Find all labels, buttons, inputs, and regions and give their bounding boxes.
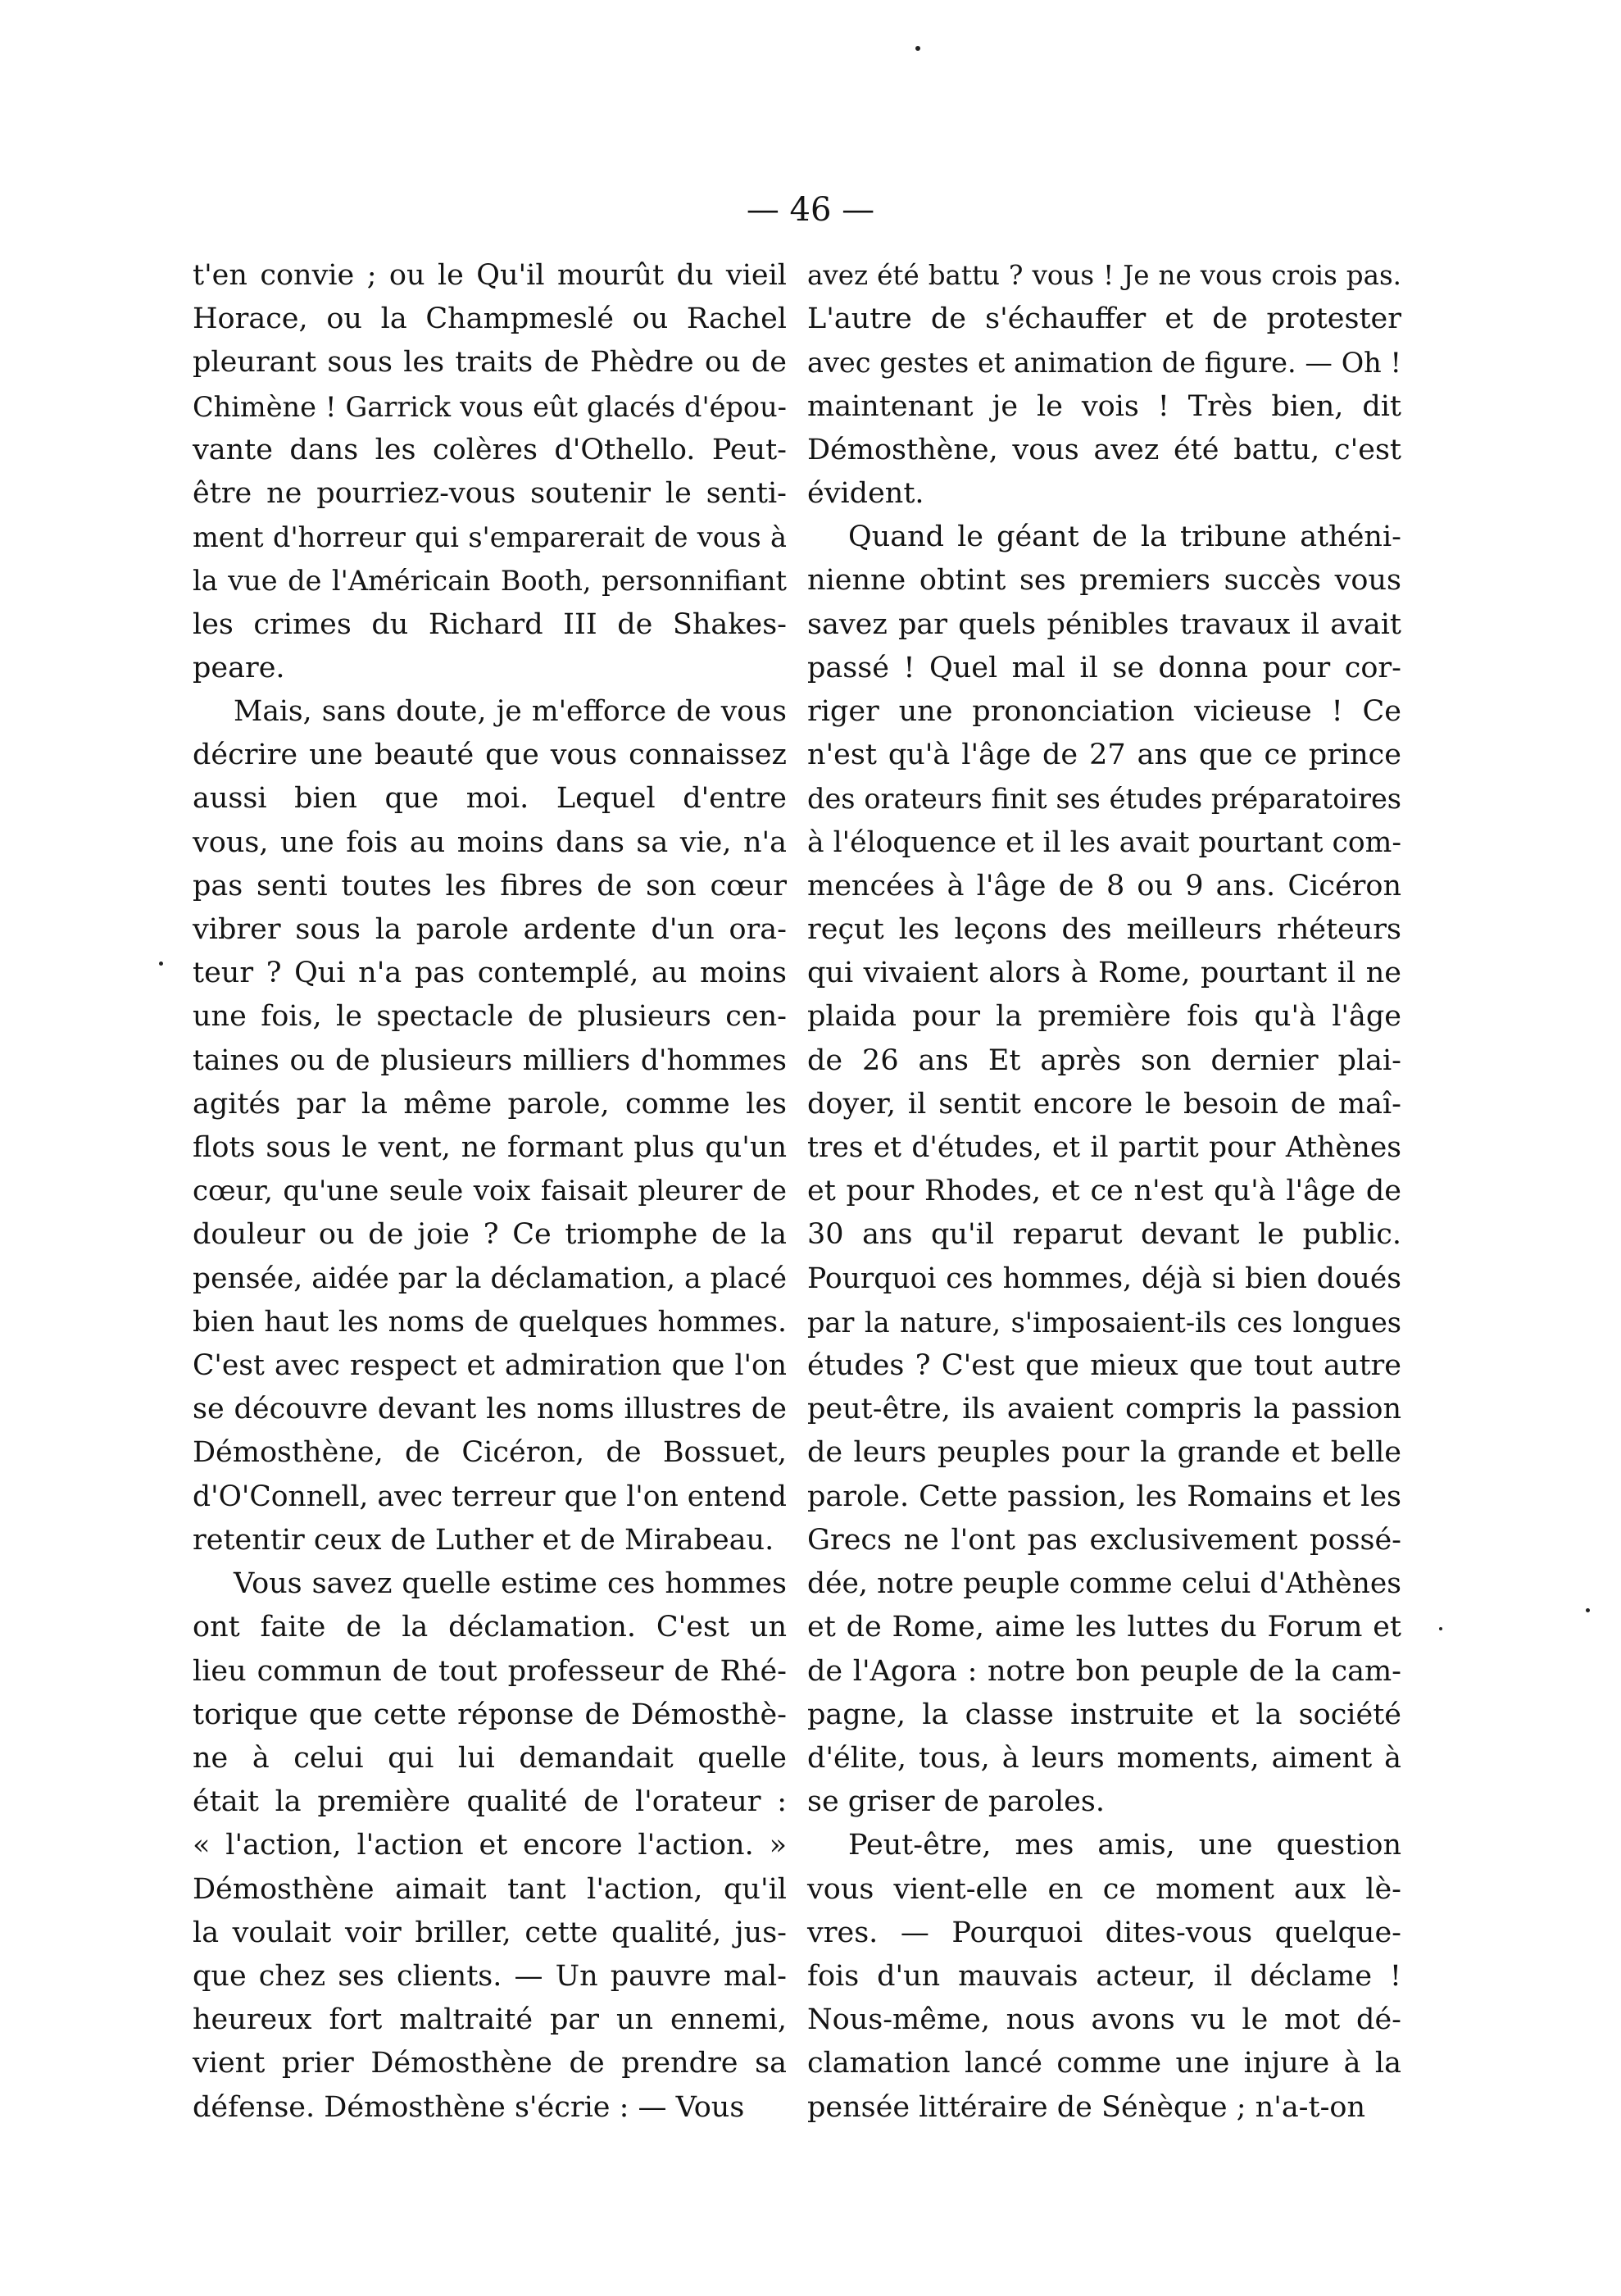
text-line: Nous-même, nous avons vu le mot dé- [807, 2003, 1401, 2037]
text-line: être ne pourriez-vous soutenir le senti- [193, 477, 787, 511]
print-speck [1439, 1627, 1442, 1630]
text-line: L'autre de s'échauffer et de protester [807, 302, 1401, 336]
text-line: Démosthène, de Cicéron, de Bossuet, [193, 1436, 787, 1470]
text-line: fois d'un mauvais acteur, il déclame ! [807, 1959, 1401, 1993]
text-line: une fois, le spectacle de plusieurs cen- [193, 1000, 787, 1034]
text-line: la vue de l'Américain Booth, personnifiant [193, 565, 787, 598]
text-line: évident. [807, 477, 924, 511]
text-line: de 26 ans Et après son dernier plai- [807, 1043, 1401, 1077]
text-line: 30 ans qu'il reparut devant le public. [807, 1218, 1401, 1252]
text-line: pagne, la classe instruite et la société [807, 1698, 1401, 1731]
text-line: de leurs peuples pour la grande et belle [807, 1436, 1401, 1470]
text-line: heureux fort maltraité par un ennemi, [193, 2003, 787, 2037]
text-line: Démosthène, vous avez été battu, c'est [807, 433, 1401, 466]
text-line: vous, une fois au moins dans sa vie, n'a [193, 825, 787, 859]
text-line: ment d'horreur qui s'emparerait de vous à [193, 521, 787, 554]
text-line: vibrer sous la parole ardente d'un ora- [193, 913, 787, 947]
text-line: Peut-être, mes amis, une question [848, 1829, 1401, 1862]
print-speck [1586, 1608, 1590, 1612]
text-line: que chez ses clients. — Un pauvre mal- [193, 1959, 787, 1993]
text-line: riger une prononciation vicieuse ! Ce [807, 695, 1401, 729]
text-line: Chimène ! Garrick vous eût glacés d'épou- [193, 390, 787, 423]
right-text-column [807, 254, 1401, 2130]
text-line: vres. — Pourquoi dites-vous quelque- [807, 1916, 1401, 1949]
text-line: et de Rome, aime les luttes du Forum et [807, 1611, 1401, 1644]
text-line: lieu commun de tout professeur de Rhé- [193, 1654, 787, 1688]
text-line: des orateurs finit ses études préparatoires [807, 783, 1401, 816]
text-line: vante dans les colères d'Othello. Peut- [193, 433, 787, 466]
text-line: t'en convie ; ou le Qu'il mourût du vieil [193, 259, 787, 292]
print-speck [159, 962, 163, 966]
text-line: Vous savez quelle estime ces hommes [234, 1567, 787, 1601]
text-line: pleurant sous les traits de Phèdre ou de [193, 346, 787, 380]
text-line: pas senti toutes les fibres de son cœur [193, 869, 787, 902]
text-line: C'est avec respect et admiration que l'on [193, 1349, 787, 1383]
print-speck [915, 46, 920, 51]
page-number: — 46 — [746, 191, 875, 229]
text-line: de l'Agora : notre bon peuple de la cam- [807, 1654, 1401, 1688]
text-line: flots sous le vent, ne formant plus qu'un [193, 1131, 787, 1165]
text-line: vient prier Démosthène de prendre sa [193, 2047, 787, 2080]
text-line: douleur ou de joie ? Ce triomphe de la [193, 1218, 787, 1252]
text-line: et pour Rhodes, et ce n'est qu'à l'âge de [807, 1175, 1401, 1208]
text-line: d'élite, tous, à leurs moments, aiment à [807, 1741, 1401, 1775]
text-line: la voulait voir briller, cette qualité, jus- [193, 1916, 787, 1949]
text-line: n'est qu'à l'âge de 27 ans que ce prince [807, 739, 1401, 772]
text-line: vous vient-elle en ce moment aux lè- [807, 1872, 1401, 1906]
text-line: maintenant je le vois ! Très bien, dit [807, 389, 1401, 423]
left-text-column [193, 254, 787, 2130]
text-line: défense. Démosthène s'écrie : — Vous [193, 2090, 745, 2124]
text-line: Horace, ou la Champmeslé ou Rachel [193, 302, 787, 336]
text-line: parole. Cette passion, les Romains et les [807, 1480, 1401, 1513]
text-line: peare. [193, 651, 285, 684]
text-line: études ? C'est que mieux que tout autre [807, 1349, 1401, 1383]
text-line: clamation lancé comme une injure à la [807, 2047, 1401, 2080]
text-line: nienne obtint ses premiers succès vous [807, 564, 1401, 598]
text-line: mencées à l'âge de 8 ou 9 ans. Cicéron [807, 869, 1401, 902]
text-line: cœur, qu'une seule voix faisait pleurer de [193, 1175, 787, 1208]
text-line: se griser de paroles. [807, 1785, 1105, 1819]
text-line: taines ou de plusieurs milliers d'hommes [193, 1043, 787, 1077]
text-line: décrire une beauté que vous connaissez [193, 739, 787, 772]
text-line: Quand le géant de la tribune athéni- [848, 521, 1401, 554]
text-line: teur ? Qui n'a pas contemplé, au moins [193, 957, 787, 990]
text-line: pensée, aidée par la déclamation, a placé [193, 1262, 787, 1295]
text-line: tres et d'études, et il partit pour Athènes [807, 1131, 1401, 1165]
text-line: se découvre devant les noms illustres de [193, 1393, 787, 1426]
text-line: Mais, sans doute, je m'efforce de vous [234, 695, 787, 729]
text-line: avec gestes et animation de figure. — Oh ! [807, 347, 1401, 380]
text-line: dée, notre peuple comme celui d'Athènes [807, 1567, 1401, 1601]
text-line: torique que cette réponse de Démosthè- [193, 1698, 787, 1731]
text-line: Démosthène aimait tant l'action, qu'il [193, 1872, 787, 1906]
text-line: Pourquoi ces hommes, déjà si bien doués [807, 1262, 1401, 1295]
text-line: bien haut les noms de quelques hommes. [193, 1305, 787, 1339]
text-line: Grecs ne l'ont pas exclusivement possé- [807, 1523, 1401, 1557]
text-line: pensée littéraire de Sénèque ; n'a-t-on [807, 2090, 1366, 2124]
text-line: « l'action, l'action et encore l'action. » [193, 1829, 787, 1862]
text-line: agités par la même parole, comme les [193, 1087, 787, 1121]
text-line: par la nature, s'imposaient-ils ces longues [807, 1306, 1401, 1339]
text-line: à l'éloquence et il les avait pourtant com- [807, 825, 1401, 859]
text-line: savez par quels pénibles travaux il avait [807, 607, 1401, 641]
text-line: ne à celui qui lui demandait quelle [193, 1741, 787, 1775]
text-line: passé ! Quel mal il se donna pour cor- [807, 651, 1401, 684]
text-line: peut-être, ils avaient compris la passion [807, 1393, 1401, 1426]
text-line: était la première qualité de l'orateur : [193, 1785, 787, 1819]
text-line: avez été battu ? vous ! Je ne vous crois pas. [807, 260, 1401, 291]
text-line: retentir ceux de Luther et de Mirabeau. [193, 1523, 774, 1557]
text-line: qui vivaient alors à Rome, pourtant il ne [807, 957, 1401, 990]
text-line: doyer, il sentit encore le besoin de maî- [807, 1087, 1401, 1121]
text-line: d'O'Connell, avec terreur que l'on entend [193, 1480, 787, 1513]
text-line: ont faite de la déclamation. C'est un [193, 1611, 787, 1644]
text-line: plaida pour la première fois qu'à l'âge [807, 1000, 1401, 1034]
text-line: les crimes du Richard III de Shakes- [193, 607, 787, 641]
text-line: aussi bien que moi. Lequel d'entre [193, 782, 787, 816]
text-line: reçut les leçons des meilleurs rhéteurs [807, 913, 1401, 947]
